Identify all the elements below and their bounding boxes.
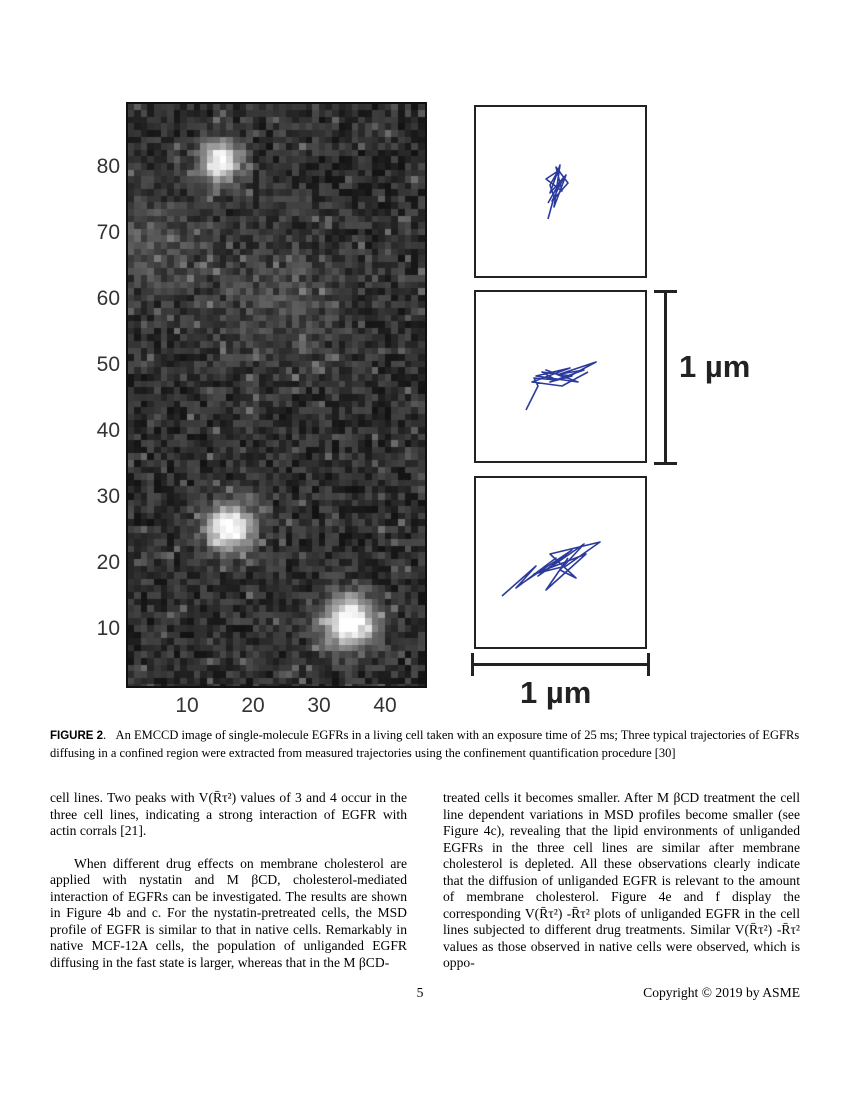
body-column-right xyxy=(443,790,800,988)
emccd-image-canvas xyxy=(128,104,425,686)
trajectory-panel-1 xyxy=(474,105,647,278)
scale-bar-horizontal xyxy=(471,663,650,666)
scale-bar-vertical xyxy=(664,290,667,465)
paragraph: When different drug effects on membrane cholesterol are applied with nystatin and M βCD, cholesterol-mediated interaction of EGFRs can be investigated. The results are shown in Figure 4b and c. For the nystatin-pretreated cells, the MSD profile of EGFR is similar to that in native cells. Remarkably in native MCF-12A cells, the population of unliganded EGFR diffusing in the fast state is larger, whereas that in the M βCD- xyxy=(50,855,407,970)
x-tick-label: 30 xyxy=(307,694,331,717)
paragraph: cell lines. Two peaks with V(R̄τ²) values of 3 and 4 occur in the three cell lines, indicating a strong interaction of EGFR with actin corrals [21]. xyxy=(50,790,407,838)
copyright-notice: Copyright © 2019 by ASME xyxy=(643,985,800,1000)
paragraph: treated cells it becomes smaller. After M βCD treatment the cell line dependent variations in MSD profiles become smaller (see Figure 4c), revealing that the lipid environments of unliganded EGFRs in the three cell lines are similar after membrane cholesterol is depleted. All these observations clearly indicate that the diffusion of unliganded EGFR is relevant to the amount of membrane cholesterol. Figure 4e and f display the corresponding V(R̄τ²) -R̄τ² plots of unliganded EGFR in the cell lines subjected to different drug treatments. Similar V(R̄τ²) -R̄τ² values as those observed in native cells were observed, which is oppo- xyxy=(443,790,800,970)
body-column-left xyxy=(50,790,407,987)
y-tick-label: 10 xyxy=(96,617,120,640)
x-tick-label: 20 xyxy=(241,694,265,717)
y-tick-label: 20 xyxy=(96,551,120,574)
figure-caption: FIGURE 2. An EMCCD image of single-molecule EGFRs in a living cell taken with an exposure time of 25 ms; Three typical trajectories of EGFRs diffusing in a confined region were extracted from measured trajectories using the confinement quantification procedure [30] xyxy=(50,728,800,760)
trajectory-panel-2 xyxy=(474,290,647,463)
y-tick-label: 40 xyxy=(96,419,120,442)
y-tick-label: 50 xyxy=(96,353,120,376)
trajectory-plot-3 xyxy=(476,478,645,647)
scale-bar-horizontal-cap-left xyxy=(471,653,474,676)
figure-caption-label: FIGURE 2 xyxy=(50,730,104,742)
y-tick-label: 80 xyxy=(96,155,120,178)
y-tick-label: 30 xyxy=(96,485,120,508)
scale-bar-vertical-label: 1 µm xyxy=(679,349,751,384)
scale-bar-horizontal-label: 1 µm xyxy=(520,675,592,710)
trajectory-plot-2 xyxy=(476,292,645,461)
x-tick-label: 40 xyxy=(373,694,397,717)
scale-bar-vertical-cap-top xyxy=(654,290,677,293)
y-tick-label: 60 xyxy=(96,287,120,310)
emccd-image xyxy=(126,102,427,688)
y-tick-label: 70 xyxy=(96,221,120,244)
trajectory-line-3 xyxy=(502,542,600,596)
trajectory-panel-3 xyxy=(474,476,647,649)
page-number: 5 xyxy=(416,985,424,1000)
x-tick-label: 10 xyxy=(175,694,199,717)
trajectory-plot-1 xyxy=(476,107,645,276)
trajectory-line-2 xyxy=(526,362,596,410)
scale-bar-horizontal-cap-right xyxy=(647,653,650,676)
figure-caption-text: An EMCCD image of single-molecule EGFRs in a living cell taken with an exposure time of 25 ms; Three typical trajectories of EGFRs diffusing in a confined region were extracted from measured trajectories using the confinement quantification procedure [30] xyxy=(50,728,800,760)
scale-bar-vertical-cap-bottom xyxy=(654,462,677,465)
trajectory-line-1 xyxy=(546,165,568,219)
